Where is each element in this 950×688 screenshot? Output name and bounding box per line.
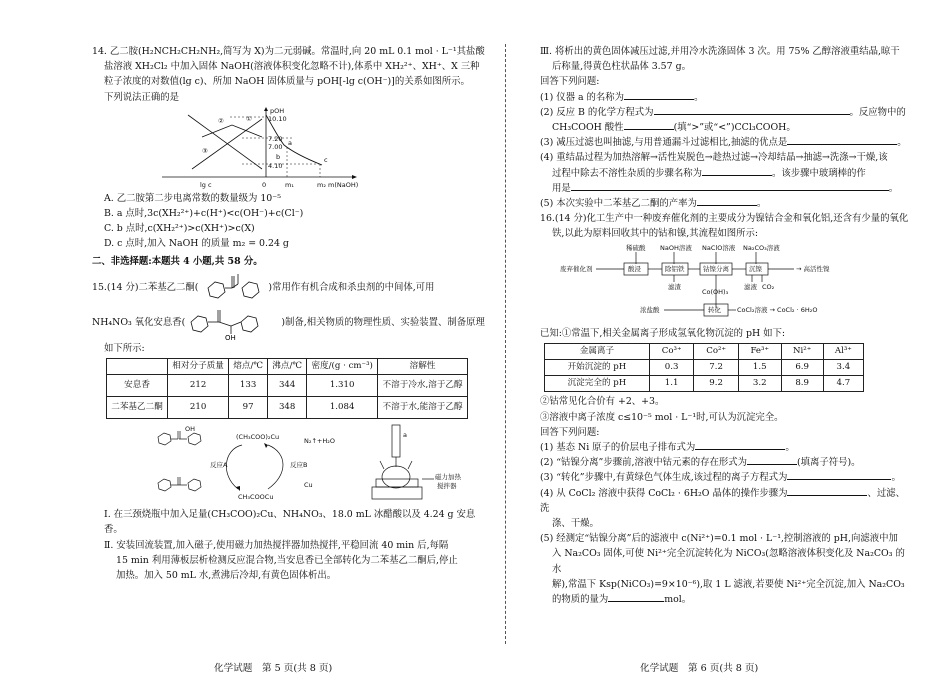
footer-page-5: 化学试题 第 5 页(共 8 页) [214, 663, 333, 674]
q15-line-2 [92, 305, 487, 341]
answer-blank[interactable] [787, 486, 867, 496]
q15-part-2c: CH₃COOH 酸性 [552, 122, 624, 134]
property-header-cell [107, 359, 168, 375]
table-cell: 97 [229, 397, 268, 419]
graph-curve-label-1: ① [246, 114, 252, 123]
property-header-cell: 溶解性 [378, 359, 468, 375]
table-cell: 二苯基乙二酮 [107, 397, 168, 419]
q15-line1-b: )常用作有机合成和杀虫剂的中间体,可用 [268, 282, 435, 294]
answer-prompt-15: 回答下列问题: [540, 76, 600, 88]
q14-stem-2: 盐溶液 XH₂Cl₂ 中加入固体 NaOH(溶液体积变化忽略不计),体系中 XH₂²⁺、XH⁺、X 三种 [104, 61, 480, 73]
apparatus-label-1: 磁力加热 [435, 473, 461, 482]
graph-ytick-0: 10.10 [268, 114, 287, 123]
mech-reaction-b: 反应B [290, 461, 308, 470]
q15-line2-b: )制备,相关物质的物理性质、实验装置、制备原理 [281, 317, 485, 329]
step-3: Ⅲ. 将析出的黄色固体减压过滤,并用冷水洗涤固体 3 次。用 75% 乙醇溶液重结晶,晾干 [540, 46, 900, 57]
mech-n2: N₂↑+H₂O [304, 437, 335, 446]
q16-part-4b: 、过滤、洗 [540, 487, 905, 514]
answer-blank[interactable] [695, 440, 785, 450]
property-header-cell: 密度/(g · cm⁻³) [307, 359, 378, 375]
q15-part-4b: 过程中除去不溶性杂质的步骤名称为 [552, 167, 703, 179]
q15-part-3: (3) 减压过滤也叫抽滤,与用普通漏斗过滤相比,抽滤的优点是 。 [540, 137, 907, 149]
flow-co: Co(OH)₃ [702, 287, 729, 296]
q16-stem-1: 16.(14 分)化工生产中一种废弃催化剂的主要成分为镍钴合金和氧化铝,还含有少量的氧化 [540, 213, 909, 225]
answer-blank[interactable] [624, 90, 694, 100]
ion-header-cell: Co³⁺ [649, 343, 694, 359]
q14-option-a: A. 乙二胺第二步电离常数的数量级为 10⁻⁵ [104, 192, 281, 204]
q15-part-2-cont [540, 120, 910, 135]
ion-header-cell: Co²⁺ [694, 343, 739, 359]
table-cell: 133 [229, 375, 268, 397]
answer-blank[interactable] [702, 166, 772, 176]
flow-reagent-2: NaOH溶液 [660, 243, 692, 252]
q16-part-5-cont: 入 Na₂CO₃ 固体,可使 Ni²⁺完全沉淀转化为 NiCO₃(忽略溶液体积变化及 Na₂CO₃ 的水 [552, 548, 905, 575]
q16-part-2b: (填离子符号)。 [796, 457, 861, 469]
table-cell: 开始沉淀的 pH [545, 360, 650, 376]
flow-reagent-3: NaClO溶液 [702, 243, 736, 252]
flow-out-3: CO₂ [762, 282, 775, 291]
flow-start: 废弃催化剂 [560, 264, 593, 273]
q14-option-d: D. c 点时,加入 NaOH 的质量 m₂ = 0.24 g [104, 238, 289, 250]
table-cell: 348 [268, 397, 307, 419]
table-cell: 6.9 [781, 360, 823, 376]
graph-xtick-0: 0 [262, 180, 267, 189]
q14-option-b: B. a 点时,3c(XH₂²⁺)+c(H⁺)<c(OH⁻)+c(Cl⁻) [104, 208, 304, 220]
q16-part-3-text: (3) “转化”步骤中,有黄绿色气体生成,该过程的离子方程式为 [540, 472, 788, 484]
mech-top-reagent: (CH₃COO)₂Cu [236, 433, 280, 442]
q14-option-c: C. b 点时,c(XH₂²⁺)>c(XH⁺)>c(X) [104, 223, 255, 235]
flow-out-2: 滤液 [744, 282, 757, 291]
benzoin-structure [185, 306, 281, 340]
ion-table-header [545, 343, 864, 359]
flow-end: → 高活性镍 [796, 264, 830, 273]
table-cell: 7.2 [694, 360, 739, 376]
q16-part-5-cont3 [540, 592, 910, 607]
graph-ytick-2: 7.00 [268, 142, 283, 151]
property-header-cell: 相对分子质量 [168, 359, 229, 375]
known-1: 已知:①常温下,相关金属离子形成氢氧化物沉淀的 pH 如下: [540, 327, 786, 339]
table-cell: 210 [168, 397, 229, 419]
flow-out-1: 滤渣 [668, 282, 681, 291]
right-column [540, 44, 910, 607]
q15-part-2d: (填“>”或“<”)CCl₃COOH。 [673, 122, 796, 134]
table-cell: 212 [168, 375, 229, 397]
table-cell: 3.2 [738, 376, 781, 392]
q15-part-4d: 用是 [552, 182, 571, 194]
flow-box-4-label: 沉镍 [749, 264, 762, 273]
q16-part-4-text: (4) 从 CoCl₂ 溶液中获得 CoCl₂ · 6H₂O 晶体的操作步骤为 [540, 487, 788, 499]
graph-ylabel: pOH [270, 106, 285, 115]
left-column [92, 44, 487, 583]
step-3-cont: 后称量,得黄色柱状晶体 3.57 g。 [552, 61, 691, 73]
graph-xtick-2: m₂ [317, 180, 326, 189]
answer-blank[interactable] [697, 196, 757, 206]
table-cell: 不溶于水,能溶于乙醇 [378, 397, 468, 419]
answer-blank[interactable] [624, 120, 674, 130]
table-row [545, 360, 864, 376]
column-divider [505, 44, 506, 644]
footer-page-6: 化学试题 第 6 页(共 8 页) [640, 663, 759, 674]
known-2: ②钴常见化合价有 +2、+3。 [540, 396, 665, 408]
ion-header-cell: Ni²⁺ [781, 343, 823, 359]
benzil-structure [198, 272, 268, 304]
q16-part-5e: mol。 [664, 594, 692, 606]
graph-curve-label-3: ③ [202, 146, 208, 155]
flow-box-2-label: 除铝铁 [665, 264, 685, 273]
step-2: Ⅱ. 安装回流装置,加入磁子,使用磁力加热搅拌器加热搅拌,平稳回流 40 min 后,每隔 [104, 539, 449, 551]
mech-oh: OH [185, 425, 196, 434]
q15-part-2 [540, 105, 910, 120]
table-cell: 1.310 [307, 375, 378, 397]
graph-ytick-1: 7.20 [268, 134, 283, 143]
table-cell: 9.2 [694, 376, 739, 392]
flow-box-1-label: 酸浸 [628, 264, 641, 273]
q14-graph [92, 107, 487, 191]
graph-point-c: c [324, 155, 328, 164]
property-header-cell: 熔点/℃ [229, 359, 268, 375]
mechanism-and-apparatus [92, 423, 487, 507]
table-cell: 0.3 [649, 360, 694, 376]
q15-line2-a: NH₄NO₃ 氧化安息香( [92, 317, 186, 329]
q16-part-4-cont: 涤、干燥。 [552, 518, 599, 530]
table-cell: 1.5 [738, 360, 781, 376]
answer-blank[interactable] [747, 455, 797, 465]
flow-reagent-4: Na₂CO₃溶液 [743, 243, 780, 252]
answer-blank[interactable] [608, 592, 664, 602]
q15-part-3-text: (3) 减压过滤也叫抽滤,与用普通漏斗过滤相比,抽滤的优点是 [540, 137, 788, 149]
q15-part-4c: 。该步骤中玻璃棒的作 [772, 167, 866, 179]
q15-line-3: 如下所示: [104, 342, 145, 354]
property-header-cell: 沸点/℃ [268, 359, 307, 375]
table-cell: 344 [268, 375, 307, 397]
graph-xlabel-left: lg c [200, 180, 212, 189]
q15-line-1 [92, 271, 487, 305]
q15-part-2-tail: 。反应物中的 [849, 106, 906, 118]
q16-part-5-cont2: 解),常温下 Ksp(NiCO₃)=9×10⁻⁶),取 1 L 滤液,若要使 Ni²⁺完全沉淀,加入 Na₂CO₃ [552, 578, 905, 590]
step-2-cont-2: 加热。加入 50 mL 水,煮沸后冷却,有黄色固体析出。 [116, 570, 337, 582]
table-row [107, 375, 468, 397]
q15-part-5: (5) 本次实验中二苯基乙二酮的产率为 。 [540, 198, 767, 210]
q16-part-3: (3) “转化”步骤中,有黄绿色气体生成,该过程的离子方程式为 。 [540, 472, 901, 484]
mech-cu: Cu [304, 481, 313, 490]
q15-line1-a: 15.(14 分)二苯基乙二酮( [92, 282, 199, 294]
q15-part-4-cont [540, 166, 910, 181]
ion-header-cell: Al³⁺ [823, 343, 863, 359]
ion-header-cell: Fe³⁺ [738, 343, 781, 359]
process-flowchart [540, 242, 910, 326]
step-2-cont: 15 min 利用薄板层析检测反应混合物,当安息香已全部转化为二苯基乙二酮后,停止 [116, 554, 458, 566]
q16-part-2-text: (2) “钴镍分离”步骤前,溶液中钴元素的存在形式为 [540, 457, 747, 469]
table-cell: 3.4 [823, 360, 863, 376]
flow-box-3-label: 钴镍分离 [703, 264, 729, 273]
table-cell: 安息香 [107, 375, 168, 397]
table-cell: 8.9 [781, 376, 823, 392]
q14-stem-1: 14. 乙二胺(H₂NCH₂CH₂NH₂,简写为 X)为二元弱碱。常温时,向 20 mL 0.1 mol · L⁻¹其盐酸 [92, 46, 485, 57]
q15-part-4-cont2: 用是 。 [552, 182, 899, 194]
benzoin-oh-label: OH [225, 333, 237, 340]
q15-part-1-text: (1) 仪器 a 的名称为 [540, 91, 625, 103]
table-cell: 1.084 [307, 397, 378, 419]
q14-stem-4: 下列说法正确的是 [104, 91, 180, 103]
table-row [545, 376, 864, 392]
flow-reagent-1: 稀硫酸 [626, 243, 646, 252]
q16-stem-2: 铁,以此为原料回收其中的钴和镍,其流程如图所示: [552, 228, 758, 240]
table-cell: 1.1 [649, 376, 694, 392]
step-1: Ⅰ. 在三颈烧瓶中加入足量(CH₃COO)₂Cu、NH₄NO₃、18.0 mL 冰醋酸以及 4.24 g 安息香。 [104, 509, 476, 536]
answer-blank[interactable] [787, 470, 891, 480]
q15-part-2-text: (2) 反应 B 的化学方程式为 [540, 106, 654, 118]
answer-blank[interactable] [654, 105, 850, 115]
answer-blank[interactable] [787, 135, 897, 145]
apparatus-label-2: 搅拌器 [437, 482, 457, 491]
q16-part-1-text: (1) 基态 Ni 原子的价层电子排布式为 [540, 442, 696, 454]
table-cell: 4.7 [823, 376, 863, 392]
flow-convert-label: 转化 [708, 305, 721, 314]
property-table [106, 358, 468, 419]
q16-part-4 [540, 486, 910, 516]
answer-blank[interactable] [571, 181, 889, 191]
flow-product: CoCl₂溶液 → CoCl₂ · 6H₂O [737, 305, 818, 314]
graph-point-a: a [288, 138, 292, 147]
known-3: ③溶液中离子浓度 c≤10⁻⁵ mol · L⁻¹时,可认为沉淀完全。 [540, 411, 784, 423]
q16-part-1: (1) 基态 Ni 原子的价层电子排布式为 。 [540, 442, 795, 454]
answer-prompt-16: 回答下列问题: [540, 426, 600, 438]
table-cell: 不溶于冷水,溶于乙醇 [378, 375, 468, 397]
section-2-heading: 二、非选择题:本题共 4 小题,共 58 分。 [92, 255, 263, 267]
property-table-header [107, 359, 468, 375]
graph-curve-label-2: ② [218, 116, 224, 125]
mech-reaction-a: 反应A [210, 461, 228, 470]
ion-ph-table [544, 343, 864, 393]
graph-point-b: b [276, 152, 281, 161]
table-row [107, 397, 468, 419]
q14-stem-3: 粒子浓度的对数值(lg c)、所加 NaOH 固体质量与 pOH[-lg c(OH⁻)]的关系如图所示。 [104, 76, 470, 88]
flow-acid: 浓盐酸 [640, 305, 660, 314]
q16-part-5d: 的物质的量为 [552, 594, 609, 606]
q15-part-1: (1) 仪器 a 的名称为 。 [540, 91, 704, 103]
table-cell: 沉淀完全的 pH [545, 376, 650, 392]
q16-part-5: (5) 经测定“钴镍分离”后的滤液中 c(Ni²⁺)=0.1 mol · L⁻¹,控制溶液的 pH,向滤液中加 [540, 533, 898, 545]
graph-xtick-1: m₁ [285, 180, 294, 189]
q15-part-5-text: (5) 本次实验中二苯基乙二酮的产率为 [540, 198, 697, 210]
q16-part-2 [540, 455, 910, 470]
q15-part-4: (4) 重结晶过程为加热溶解→活性炭脱色→趁热过滤→冷却结晶→抽滤→洗涤→干燥,该 [540, 152, 888, 164]
mech-bottom-reagent: CH₃COOCu [238, 493, 274, 502]
ion-header-cell: 金属离子 [545, 343, 650, 359]
graph-xlabel: m(NaOH) [328, 180, 359, 189]
apparatus-label-a: a [403, 431, 407, 440]
graph-ytick-3: 4.10 [268, 161, 283, 170]
